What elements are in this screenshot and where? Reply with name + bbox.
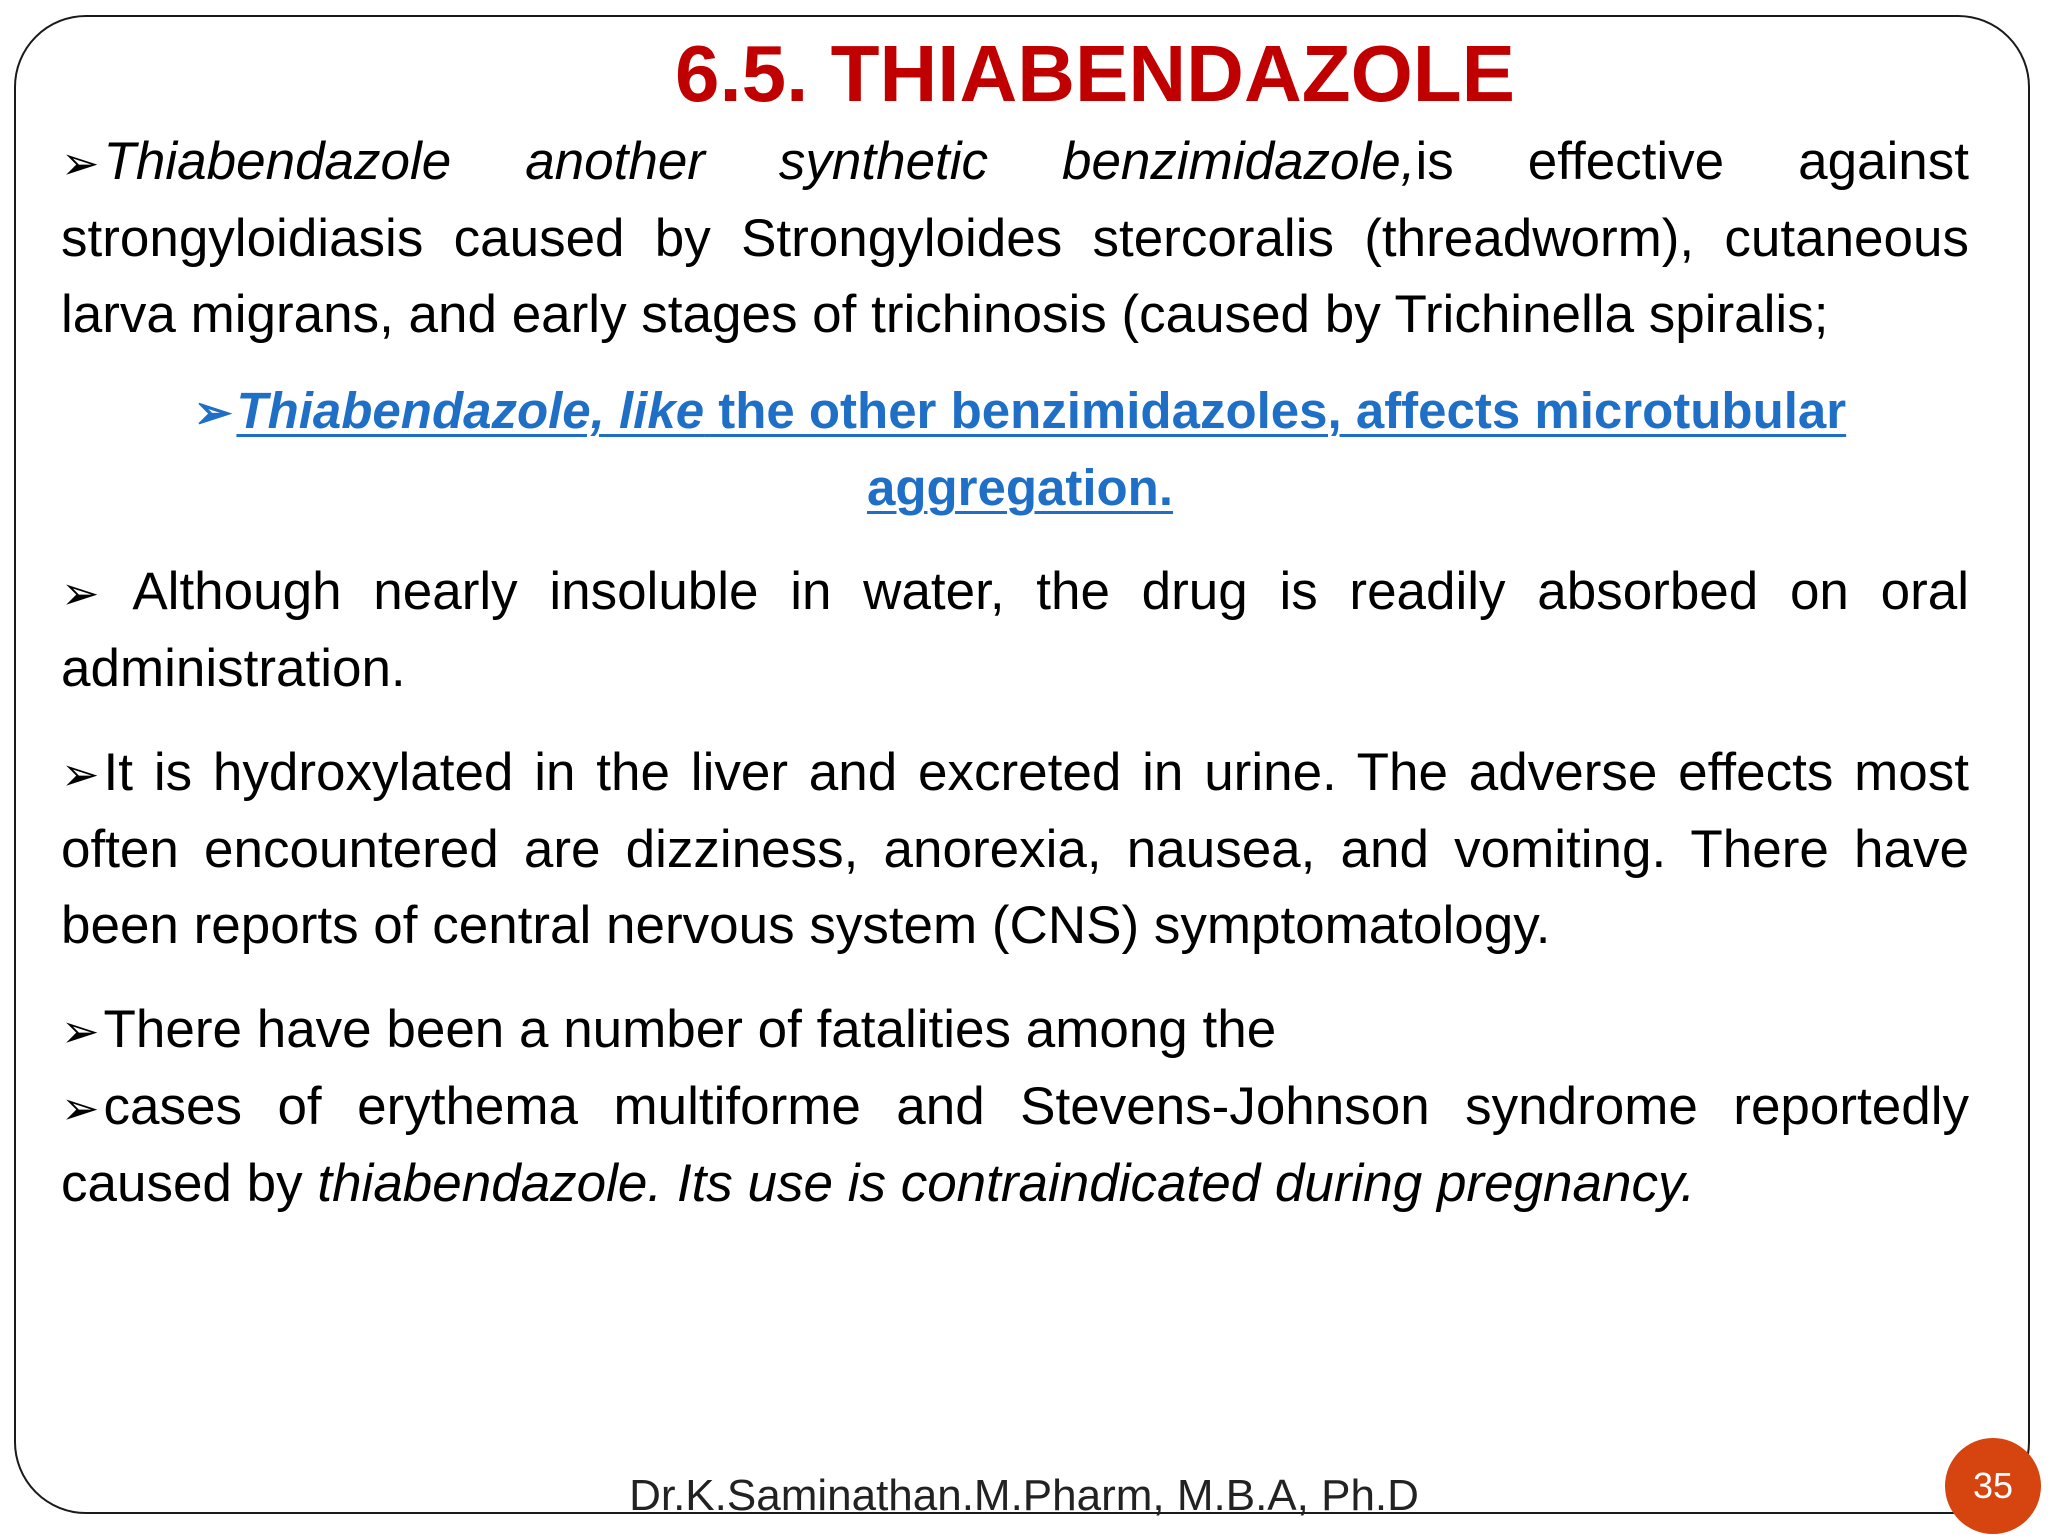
paragraph-thiabendazole-indications bbox=[61, 124, 1969, 353]
arrow-bullet-icon: ➢ bbox=[193, 386, 233, 438]
paragraph-italic-lead: Thiabendazole another synthetic benzimidazole, bbox=[103, 132, 1416, 191]
paragraph-text: cases of erythema multiforme and Stevens-Johnson syndrome reportedly caused by bbox=[61, 1077, 1969, 1213]
paragraph-text: It is hydroxylated in the liver and excreted in urine. The adverse effects most often encountered are dizziness, anorexia, nausea, and vomiting. There have been reports of central nervous system (CNS) symptomatology. bbox=[61, 743, 1969, 955]
highlight-text: the other benzimidazoles, affects microtubular aggregation. bbox=[704, 382, 1847, 516]
paragraph-text: Although nearly insoluble in water, the drug is readily absorbed on oral administration. bbox=[61, 562, 1969, 698]
arrow-bullet-icon: ➢ bbox=[61, 1005, 100, 1057]
arrow-bullet-icon: ➢ bbox=[61, 567, 100, 619]
paragraph-text: is effective against strongyloidiasis caused by Strongyloides stercoralis (threadworm), cutaneous larva migrans, and early stages of trichinosis (caused by Trichinella spiralis; bbox=[61, 132, 1969, 344]
highlighted-mechanism-statement bbox=[61, 373, 1969, 526]
paragraph-text: There have been a number of fatalities among the bbox=[103, 1000, 1277, 1059]
paragraph-fatalities bbox=[61, 992, 1969, 1069]
paragraph-absorption bbox=[61, 554, 1969, 707]
highlight-italic-lead: Thiabendazole, like bbox=[236, 382, 705, 439]
slide-title: 6.5. THIABENDAZOLE bbox=[674, 29, 1516, 118]
paragraph-metabolism-adverse-effects bbox=[61, 735, 1969, 964]
arrow-bullet-icon: ➢ bbox=[61, 1082, 100, 1134]
arrow-bullet-icon: ➢ bbox=[61, 137, 100, 189]
slide-body bbox=[61, 124, 1969, 1222]
paragraph-contraindication bbox=[61, 1069, 1969, 1222]
arrow-bullet-icon: ➢ bbox=[61, 748, 100, 800]
paragraph-italic-tail: thiabendazole. Its use is contraindicated during pregnancy. bbox=[317, 1154, 1696, 1213]
page-number-badge: 35 bbox=[1945, 1438, 2041, 1534]
author-footer: Dr.K.Saminathan.M.Pharm, M.B.A, Ph.D bbox=[629, 1471, 1419, 1520]
